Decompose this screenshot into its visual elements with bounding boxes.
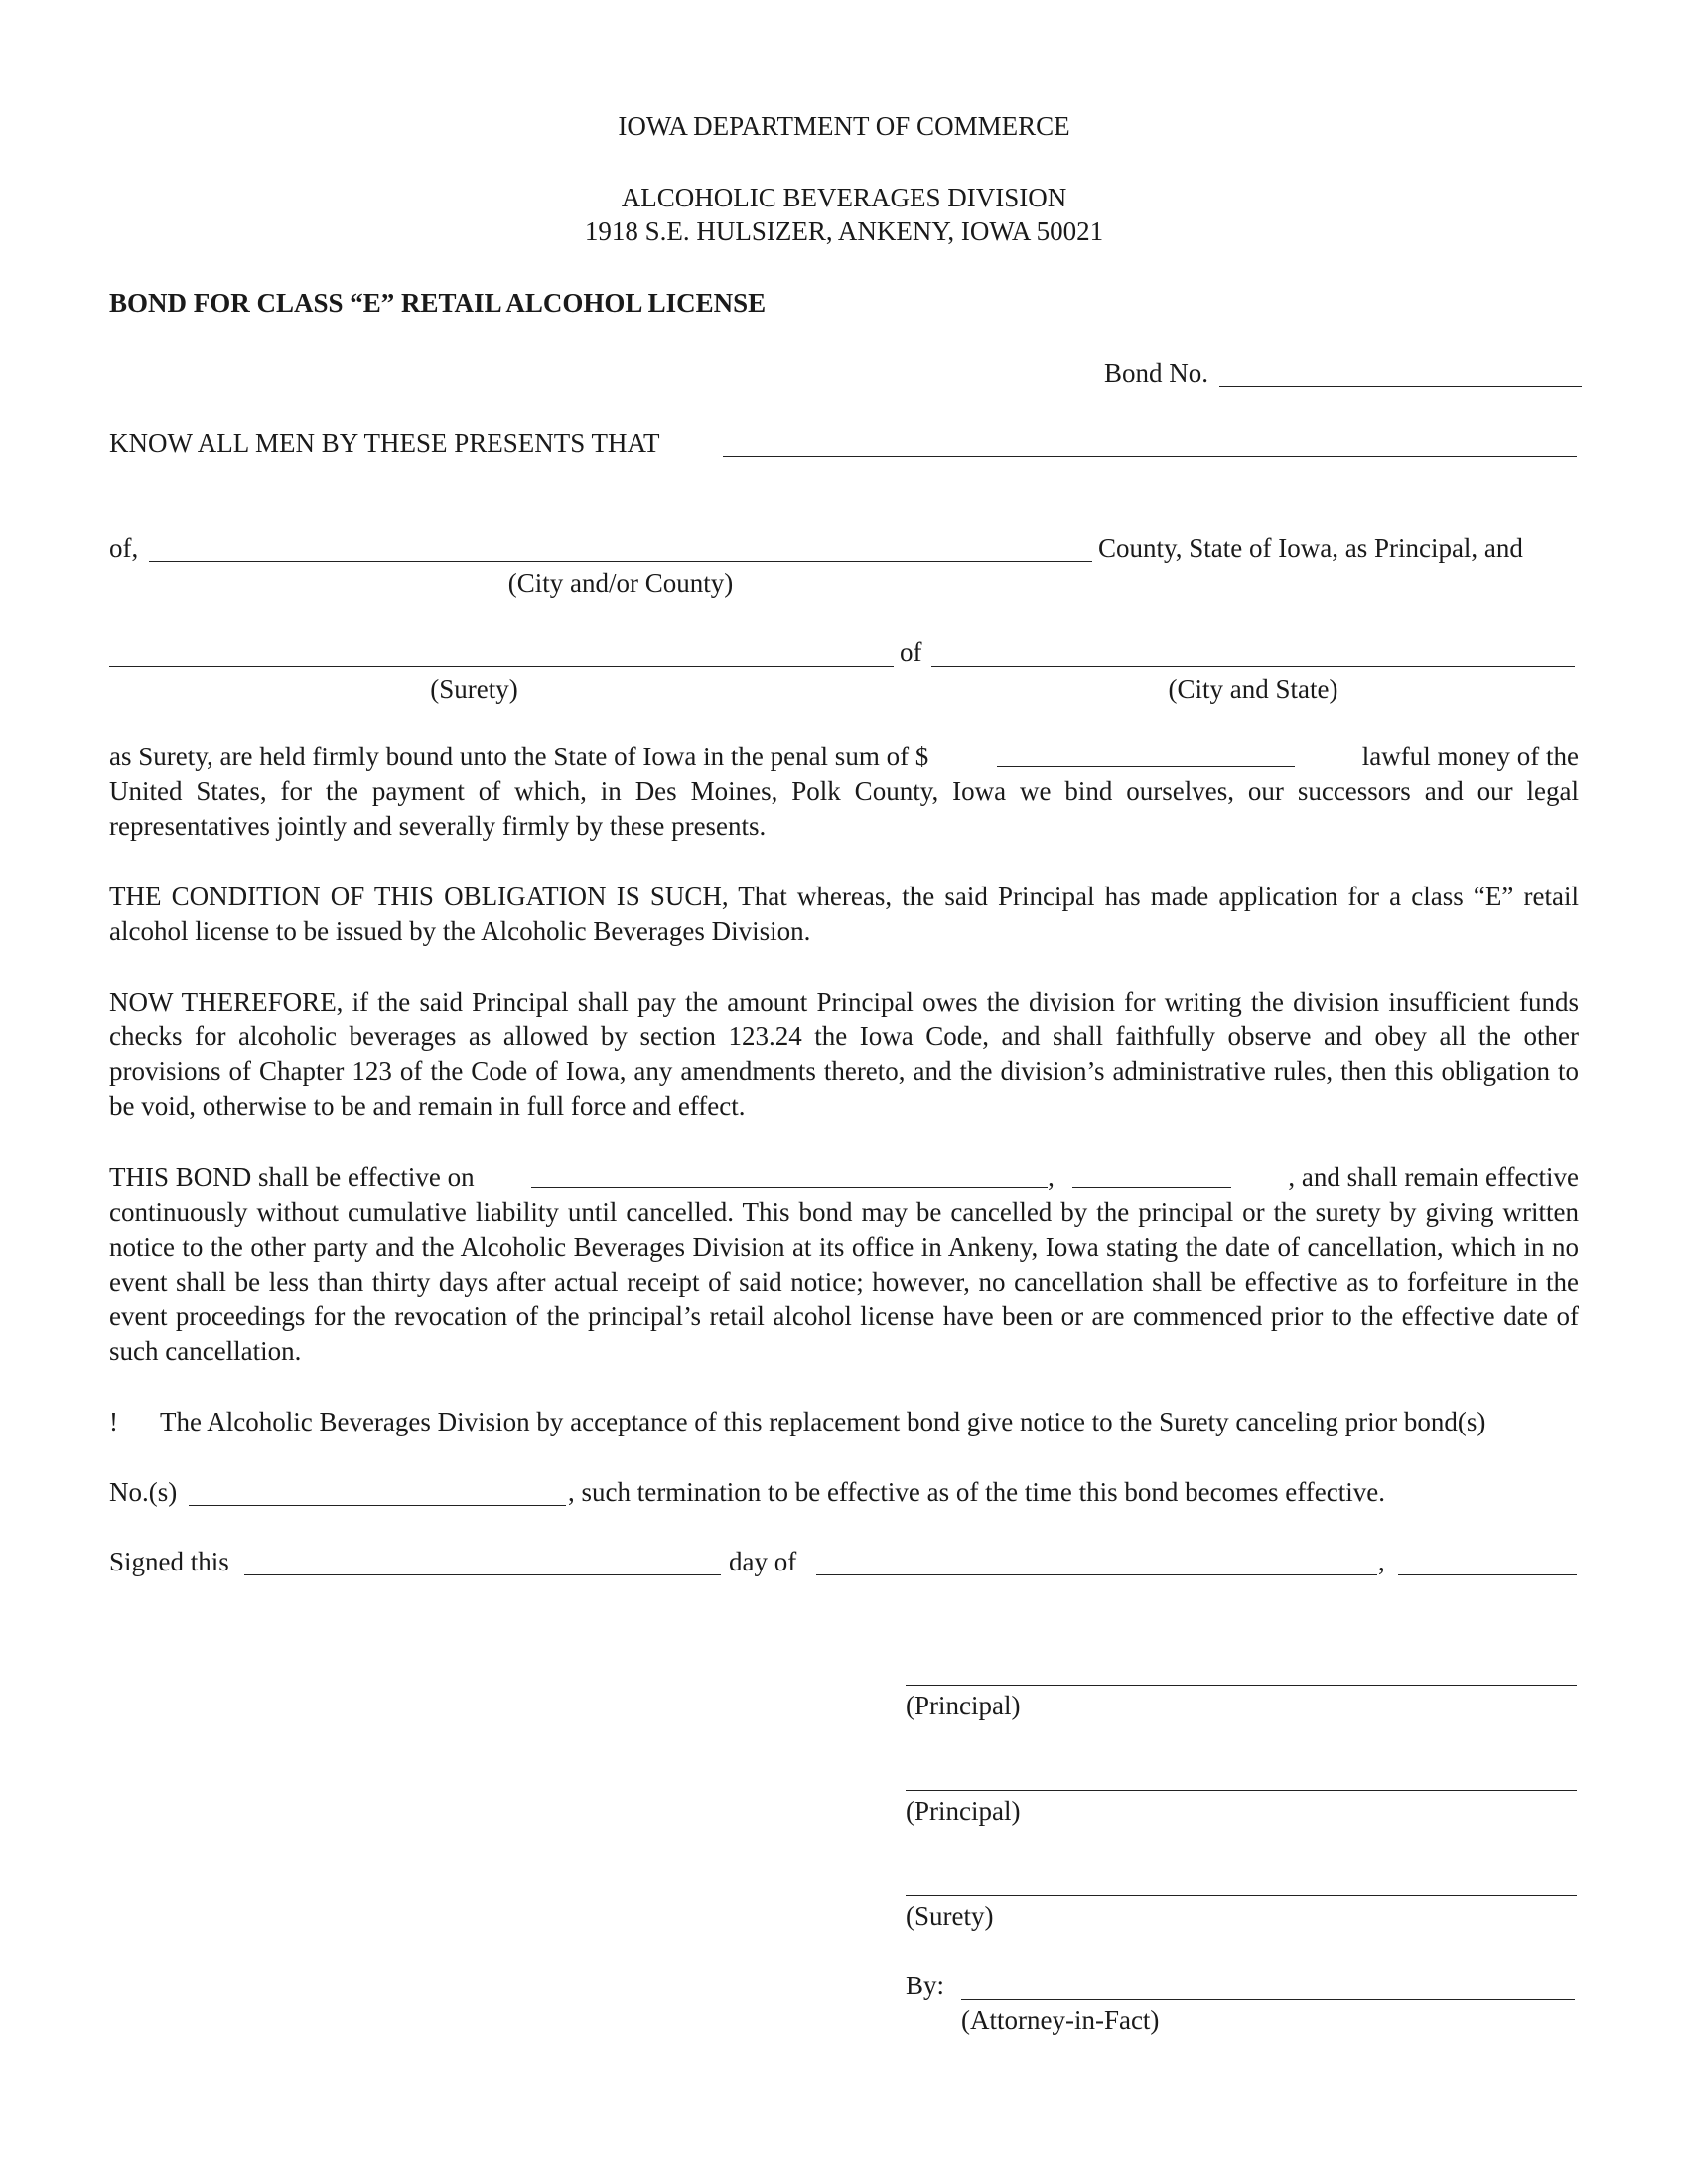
division-address: 1918 S.E. HULSIZER, ANKENY, IOWA 50021 [584,216,1104,246]
principal-suffix: County, State of Iowa, as Principal, and [1098,533,1523,563]
surety-of-label: of [900,637,922,667]
surety-name-field[interactable] [109,666,894,667]
penal-sum-amount-field[interactable] [997,740,1295,767]
penal-sum-first-line [109,740,1579,774]
division-heading: ALCOHOLIC BEVERAGES DIVISION [621,183,1067,212]
signed-month-field[interactable] [816,1574,1377,1575]
prior-bond-no-label: No.(s) [109,1477,178,1507]
surety-signature-caption: (Surety) [906,1901,994,1931]
attorney-caption: (Attorney-in-Fact) [961,2005,1160,2035]
effective-comma: , [1048,1162,1055,1192]
penal-sum-paragraph: United States, for the payment of which, in Des Moines, Polk County, Iowa we bind ourselves, our successors and our legal representatives jointly and severally firmly by these presents. [109,776,1579,841]
effective-text-2: , and shall remain effective [1288,1162,1579,1192]
signed-year-field[interactable] [1398,1574,1577,1575]
effective-year-field[interactable] [1072,1160,1231,1188]
city-county-field[interactable] [149,561,1092,562]
effective-first-line [109,1160,1579,1195]
signed-this-label: Signed this [109,1547,229,1576]
effective-date-field[interactable] [531,1160,1048,1188]
bond-no-label: Bond No. [1104,358,1209,388]
day-of-label: day of [729,1547,797,1576]
surety-city-state-field[interactable] [931,666,1575,667]
bond-no-field[interactable] [1219,386,1582,387]
surety-signature[interactable] [906,1895,1577,1896]
department-heading: IOWA DEPARTMENT OF COMMERCE [618,111,1070,141]
replacement-checkbox[interactable]: ! [109,1407,118,1436]
attorney-signature[interactable] [961,1999,1575,2000]
by-label: By: [906,1971,945,2000]
prior-bond-no-suffix: , such termination to be effective as of the time this bond becomes effective. [568,1477,1385,1507]
now-therefore-paragraph: NOW THEREFORE, if the said Principal shall pay the amount Principal owes the division for writing the division insufficient funds checks for alcoholic beverages as allowed by section 123.24 the Iowa Code, and shall faithfully observe and obey all the other provisions of Chapter 123 of the Code of Iowa, any amendments thereto, and the division’s administrative rules, then this obligation to be void, otherwise to be and remain in full force and effect. [109,987,1579,1121]
penal-sum-text-2: lawful money of the [1361,742,1579,771]
city-state-caption: (City and State) [1168,674,1338,704]
signed-comma: , [1378,1547,1385,1576]
form-title: BOND FOR CLASS “E” RETAIL ALCOHOL LICENSE [109,288,767,318]
city-county-caption: (City and/or County) [507,568,734,598]
know-all-label: KNOW ALL MEN BY THESE PRESENTS THAT [109,428,660,458]
replacement-text: The Alcoholic Beverages Division by acceptance of this replacement bond give notice to the Surety canceling prior bond(s) [160,1407,1486,1436]
prior-bond-no-field[interactable] [189,1505,566,1506]
principal-caption-1: (Principal) [906,1691,1021,1720]
signed-day-field[interactable] [244,1574,721,1575]
principal-signature-1[interactable] [906,1685,1577,1686]
surety-caption: (Surety) [430,674,518,704]
condition-paragraph: THE CONDITION OF THIS OBLIGATION IS SUCH, That whereas, the said Principal has made application for a class “E” retail alcohol license to be issued by the Alcoholic Beverages Division. [109,882,1579,946]
principal-name-field[interactable] [723,456,1577,457]
of-prefix: of, [109,533,139,563]
effective-paragraph: continuously without cumulative liability until cancelled. This bond may be cancelled by the principal or the surety by giving written notice to the other party and the Alcoholic Beverages Division at its office in Ankeny, Iowa stating the date of cancellation, which in no event shall be less than thirty days after actual receipt of said notice; however, no cancellation shall be effective as to forfeiture in the event proceedings for the revocation of the principal’s retail alcohol license have been or are commenced prior to the effective date of such cancellation. [109,1197,1579,1366]
penal-sum-text-1: as Surety, are held firmly bound unto the State of Iowa in the penal sum of $ [109,742,929,771]
principal-caption-2: (Principal) [906,1796,1021,1826]
principal-signature-2[interactable] [906,1790,1577,1791]
effective-text-1: THIS BOND shall be effective on [109,1162,475,1192]
